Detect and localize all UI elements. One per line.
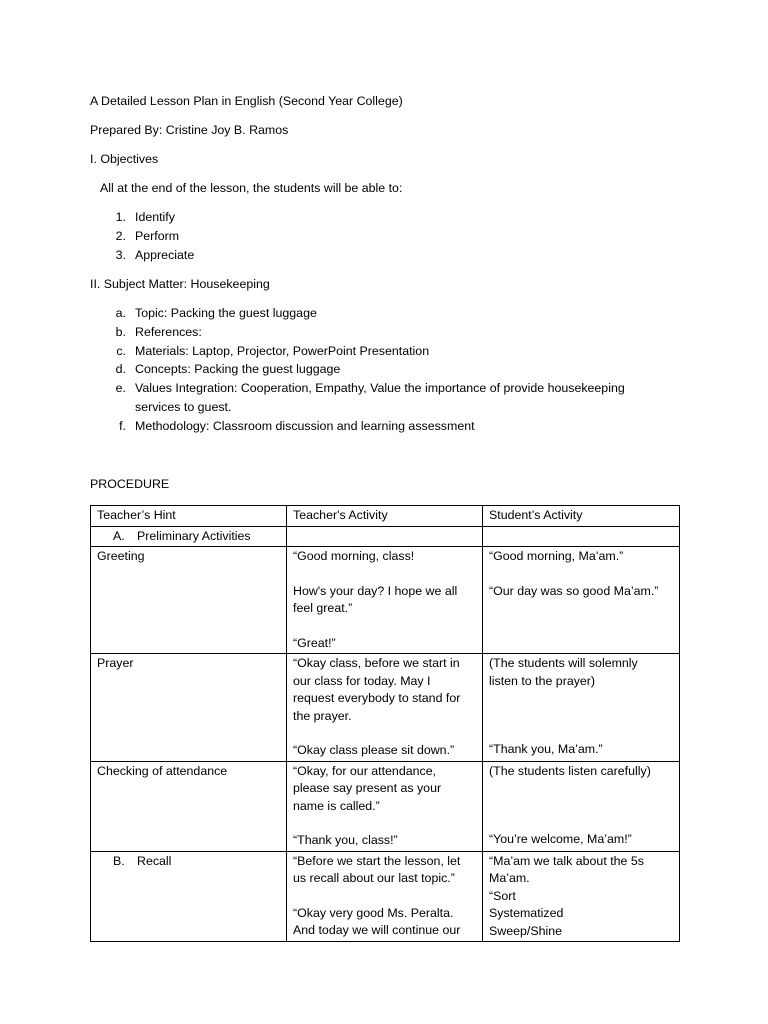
- empty-cell: [483, 526, 680, 547]
- list-letter: a.: [115, 306, 126, 320]
- cell-line: (The students will solemnly: [489, 656, 638, 670]
- student-activity-cell: [483, 547, 680, 654]
- hint-text: Prayer: [97, 656, 134, 670]
- cell-line: “You’re welcome, Ma’am!”: [489, 832, 632, 846]
- section-label: Preliminary Activities: [137, 528, 251, 543]
- cell-line: our class for today. May I: [293, 673, 431, 688]
- cell-line: “Okay very good Ms. Peralta.: [293, 905, 454, 920]
- cell-gap: [293, 566, 476, 583]
- table-header-row: [91, 506, 680, 527]
- cell-line: “Great!”: [293, 635, 336, 650]
- cell-line: “Good morning, class!: [293, 549, 415, 563]
- list-number: 2.: [115, 229, 126, 243]
- subject-matter-heading: II. Subject Matter: Housekeeping: [90, 277, 270, 291]
- list-letter: b.: [115, 325, 126, 339]
- cell-line: “Good morning, Ma’am.”: [489, 549, 624, 563]
- student-activity-cell: [483, 761, 680, 851]
- list-text: References:: [135, 325, 202, 339]
- list-text: Methodology: Classroom discussion and learning assessment: [135, 419, 475, 433]
- list-letter: f.: [119, 419, 126, 433]
- cell-line: request everybody to stand for: [293, 691, 461, 705]
- list-text: Materials: Laptop, Projector, PowerPoint Presentation: [135, 344, 430, 358]
- section-label-cell: [91, 526, 287, 547]
- cell-gap: [489, 797, 673, 814]
- student-activity-cell: [483, 851, 680, 942]
- cell-line: Systematized: [489, 906, 564, 920]
- list-text: Perform: [135, 229, 180, 243]
- cell-gap: [489, 724, 673, 741]
- list-number: 1.: [115, 210, 126, 224]
- hint-cell: [91, 654, 287, 762]
- hint-cell: [91, 851, 287, 942]
- cell-gap: [293, 888, 476, 905]
- teacher-activity-cell: [287, 654, 483, 762]
- cell-line: “Sort: [489, 888, 516, 903]
- teacher-activity-cell: [287, 761, 483, 851]
- cell-gap: [293, 725, 476, 742]
- list-text: Values Integration: Cooperation, Empathy, Value the importance of provide housekeeping: [135, 381, 625, 395]
- cell-line: And today we will continue our: [293, 923, 461, 937]
- cell-line: the prayer.: [293, 708, 352, 723]
- hint-cell: [91, 547, 287, 654]
- cell-gap: [293, 815, 476, 832]
- table-row: [91, 761, 680, 851]
- cell-gap: [489, 566, 673, 583]
- teacher-activity-cell: [287, 851, 483, 942]
- cell-line: “Okay, for our attendance,: [293, 763, 437, 778]
- cell-line: “Okay class please sit down.”: [293, 743, 455, 757]
- table-row: [91, 851, 680, 942]
- hint-text: Checking of attendance: [97, 763, 228, 778]
- cell-gap: [489, 707, 673, 724]
- section-row: [91, 526, 680, 547]
- teacher-activity-cell: [287, 547, 483, 654]
- cell-line: How's your day? I hope we all: [293, 583, 458, 598]
- list-letter: e.: [115, 381, 126, 395]
- cell-line: “Thank you, class!”: [293, 833, 398, 847]
- hint-cell: [91, 761, 287, 851]
- column-header: Teacher's Activity: [287, 506, 483, 527]
- column-header: Teacher’s Hint: [91, 506, 287, 527]
- list-text: Concepts: Packing the guest luggage: [135, 362, 341, 376]
- list-letter: c.: [116, 344, 126, 358]
- list-text: Appreciate: [135, 248, 195, 262]
- student-activity-cell: [483, 654, 680, 762]
- list-text: Topic: Packing the guest luggage: [135, 306, 317, 320]
- cell-line: “Our day was so good Ma’am.”: [489, 583, 659, 598]
- empty-cell: [287, 526, 483, 547]
- cell-line: name is called.”: [293, 798, 380, 813]
- cell-line: “Before we start the lesson, let: [293, 853, 461, 868]
- objectives-intro: All at the end of the lesson, the students will be able to:: [100, 181, 403, 195]
- list-text: Identify: [135, 210, 175, 224]
- column-header: Student’s Activity: [483, 506, 680, 527]
- cell-gap: [489, 814, 673, 831]
- cell-line: “Thank you, Ma’am.”: [489, 742, 603, 756]
- lesson-plan-title: A Detailed Lesson Plan in English (Second Year College): [90, 94, 403, 108]
- cell-gap: [293, 618, 476, 635]
- cell-line: Sweep/Shine: [489, 923, 563, 938]
- cell-gap: [489, 690, 673, 707]
- cell-line: listen to the prayer): [489, 673, 596, 688]
- list-text: services to guest.: [135, 400, 232, 414]
- cell-line: us recall about our last topic.”: [293, 871, 455, 885]
- cell-line: please say present as your: [293, 781, 442, 795]
- procedure-table: [90, 505, 680, 942]
- cell-line: (The students listen carefully): [489, 763, 651, 778]
- cell-line: Ma’am.: [489, 871, 530, 885]
- cell-line: “Ma’am we talk about the 5s: [489, 853, 644, 868]
- section-letter: B.: [113, 853, 125, 868]
- list-letter: d.: [115, 362, 126, 376]
- prepared-by: Prepared By: Cristine Joy B. Ramos: [90, 123, 289, 137]
- section-label: Recall: [137, 853, 172, 868]
- cell-line: “Okay class, before we start in: [293, 656, 460, 670]
- hint-text: Greeting: [97, 549, 145, 563]
- list-number: 3.: [115, 248, 126, 262]
- objectives-heading: I. Objectives: [90, 152, 159, 166]
- cell-gap: [489, 780, 673, 797]
- procedure-heading: PROCEDURE: [90, 477, 170, 491]
- cell-line: feel great.”: [293, 601, 353, 615]
- table-row: [91, 654, 680, 762]
- table-row: [91, 547, 680, 654]
- section-letter: A.: [113, 528, 125, 543]
